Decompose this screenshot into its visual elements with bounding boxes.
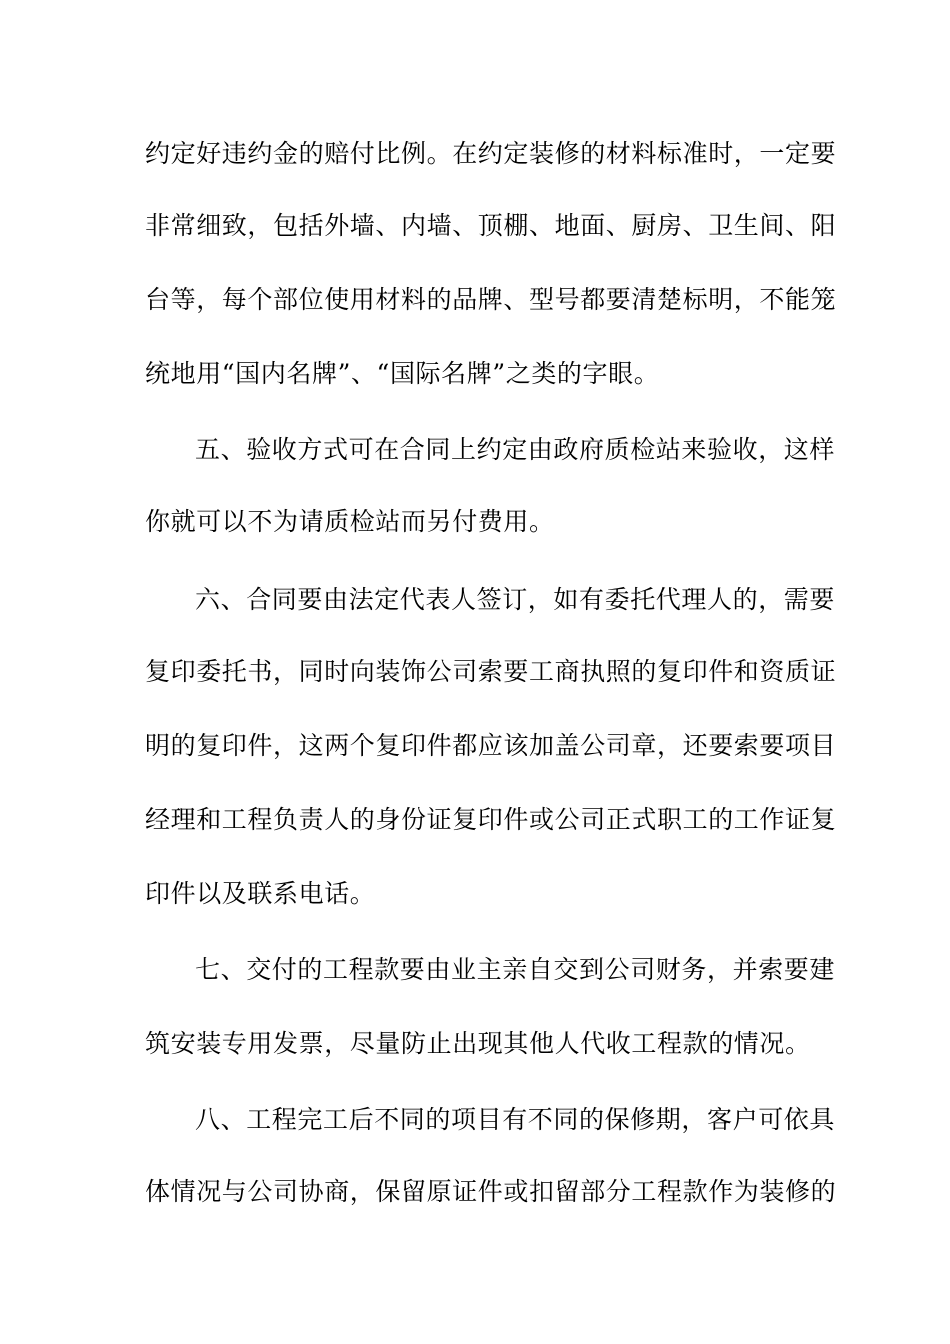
text-line: 你就可以不为请质检站而另付费用。 <box>145 507 555 536</box>
text-line: 筑安装专用发票，尽量防止出现其他人代收工程款的情况。 <box>145 1029 811 1058</box>
paragraph-5-first-line: 五、验收方式可在合同上约定由政府质检站来验收，这样 <box>195 435 836 464</box>
text-line: 印件以及联系电话。 <box>145 879 376 908</box>
text-line: 统地用“国内名牌”、“国际名牌”之类的字眼。 <box>145 359 660 388</box>
text-line: 非常细致，包括外墙、内墙、顶棚、地面、厨房、卫生间、阳 <box>145 211 837 240</box>
paragraph-7-first-line: 七、交付的工程款要由业主亲自交到公司财务，并索要建 <box>195 955 836 984</box>
text-line: 经理和工程负责人的身份证复印件或公司正式职工的工作证复 <box>145 805 837 834</box>
paragraph-6-first-line: 六、合同要由法定代表人签订，如有委托代理人的，需要 <box>195 585 836 614</box>
paragraph-8-first-line: 八、工程完工后不同的项目有不同的保修期，客户可依具 <box>195 1105 836 1134</box>
text-line: 复印委托书，同时向装饰公司索要工商执照的复印件和资质证 <box>145 657 837 686</box>
text-line: 明的复印件，这两个复印件都应该加盖公司章，还要索要项目 <box>145 731 837 760</box>
text-line: 约定好违约金的赔付比例。在约定装修的材料标准时，一定要 <box>145 139 837 168</box>
text-line: 台等，每个部位使用材料的品牌、型号都要清楚标明，不能笼 <box>145 285 837 314</box>
text-line: 体情况与公司协商，保留原证件或扣留部分工程款作为装修的 <box>145 1177 837 1206</box>
